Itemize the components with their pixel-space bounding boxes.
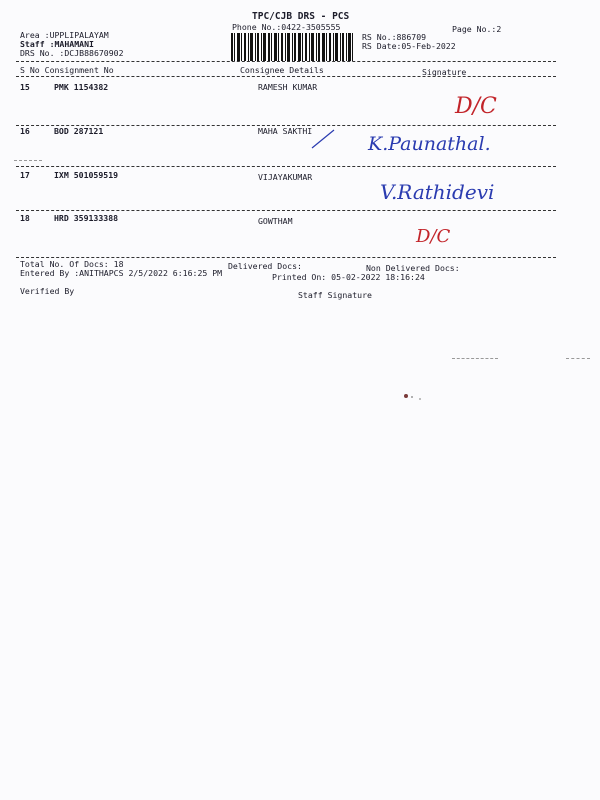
- page-number: Page No.:2: [452, 24, 502, 34]
- total-docs: Total No. Of Docs: 18: [20, 259, 124, 269]
- row-consignee: RAMESH KUMAR: [258, 82, 318, 92]
- area-label: Area :UPPLIPALAYAM: [20, 30, 109, 40]
- printed-on: Printed On: 05-02-2022 18:16:24: [272, 272, 425, 282]
- row-consignee: MAHA SAKTHI: [258, 126, 313, 136]
- scan-speck: [566, 358, 590, 359]
- row-divider: [16, 166, 556, 167]
- header-rule-bottom: [16, 76, 556, 77]
- row-signature: K.Paunathal.: [368, 133, 491, 155]
- drs-number: DRS No. :DCJB88670902: [20, 48, 124, 58]
- row-signature: D/C: [455, 94, 497, 119]
- verified-by: Verified By: [20, 286, 75, 296]
- row-serial: 16: [20, 126, 30, 136]
- column-signature: Signature: [422, 67, 467, 77]
- row-signature: D/C: [416, 226, 451, 247]
- rs-number: RS No.:886709: [362, 32, 427, 42]
- footer-rule: [16, 257, 556, 258]
- staff-label: Staff :MAHAMANI: [20, 39, 94, 49]
- document-title: TPC/CJB DRS - PCS: [252, 11, 350, 22]
- scan-speck: [14, 160, 42, 161]
- non-delivered-docs: Non Delivered Docs:: [366, 263, 460, 273]
- header-rule-top: [16, 61, 556, 62]
- row-consignment-no: BOD 287121: [54, 126, 104, 136]
- row-serial: 15: [20, 82, 30, 92]
- row-consignment-no: IXM 501059519: [54, 170, 119, 180]
- row-consignment-no: HRD 359133388: [54, 213, 119, 223]
- row-consignee: VIJAYAKUMAR: [258, 172, 313, 182]
- row-consignee: GOWTHAM: [258, 216, 293, 226]
- column-sno-consignment: S No Consignment No: [20, 65, 114, 75]
- row-divider: [16, 210, 556, 211]
- column-consignee: Consignee Details: [240, 65, 324, 75]
- rs-date: RS Date:05-Feb-2022: [362, 41, 456, 51]
- pen-stroke-mark: [310, 128, 336, 150]
- delivered-docs: Delivered Docs:: [228, 261, 302, 271]
- row-serial: 17: [20, 170, 30, 180]
- scan-smudge: [398, 388, 432, 404]
- staff-signature-label: Staff Signature: [298, 290, 372, 300]
- row-serial: 18: [20, 213, 30, 223]
- row-consignment-no: PMK 1154382: [54, 82, 109, 92]
- row-signature: V.Rathidevi: [380, 180, 495, 204]
- phone-number: Phone No.:0422-3505555: [232, 22, 341, 32]
- entered-by: Entered By :ANITHAPCS 2/5/2022 6:16:25 PM: [20, 268, 223, 278]
- barcode: [230, 33, 354, 61]
- scan-speck: [452, 358, 498, 359]
